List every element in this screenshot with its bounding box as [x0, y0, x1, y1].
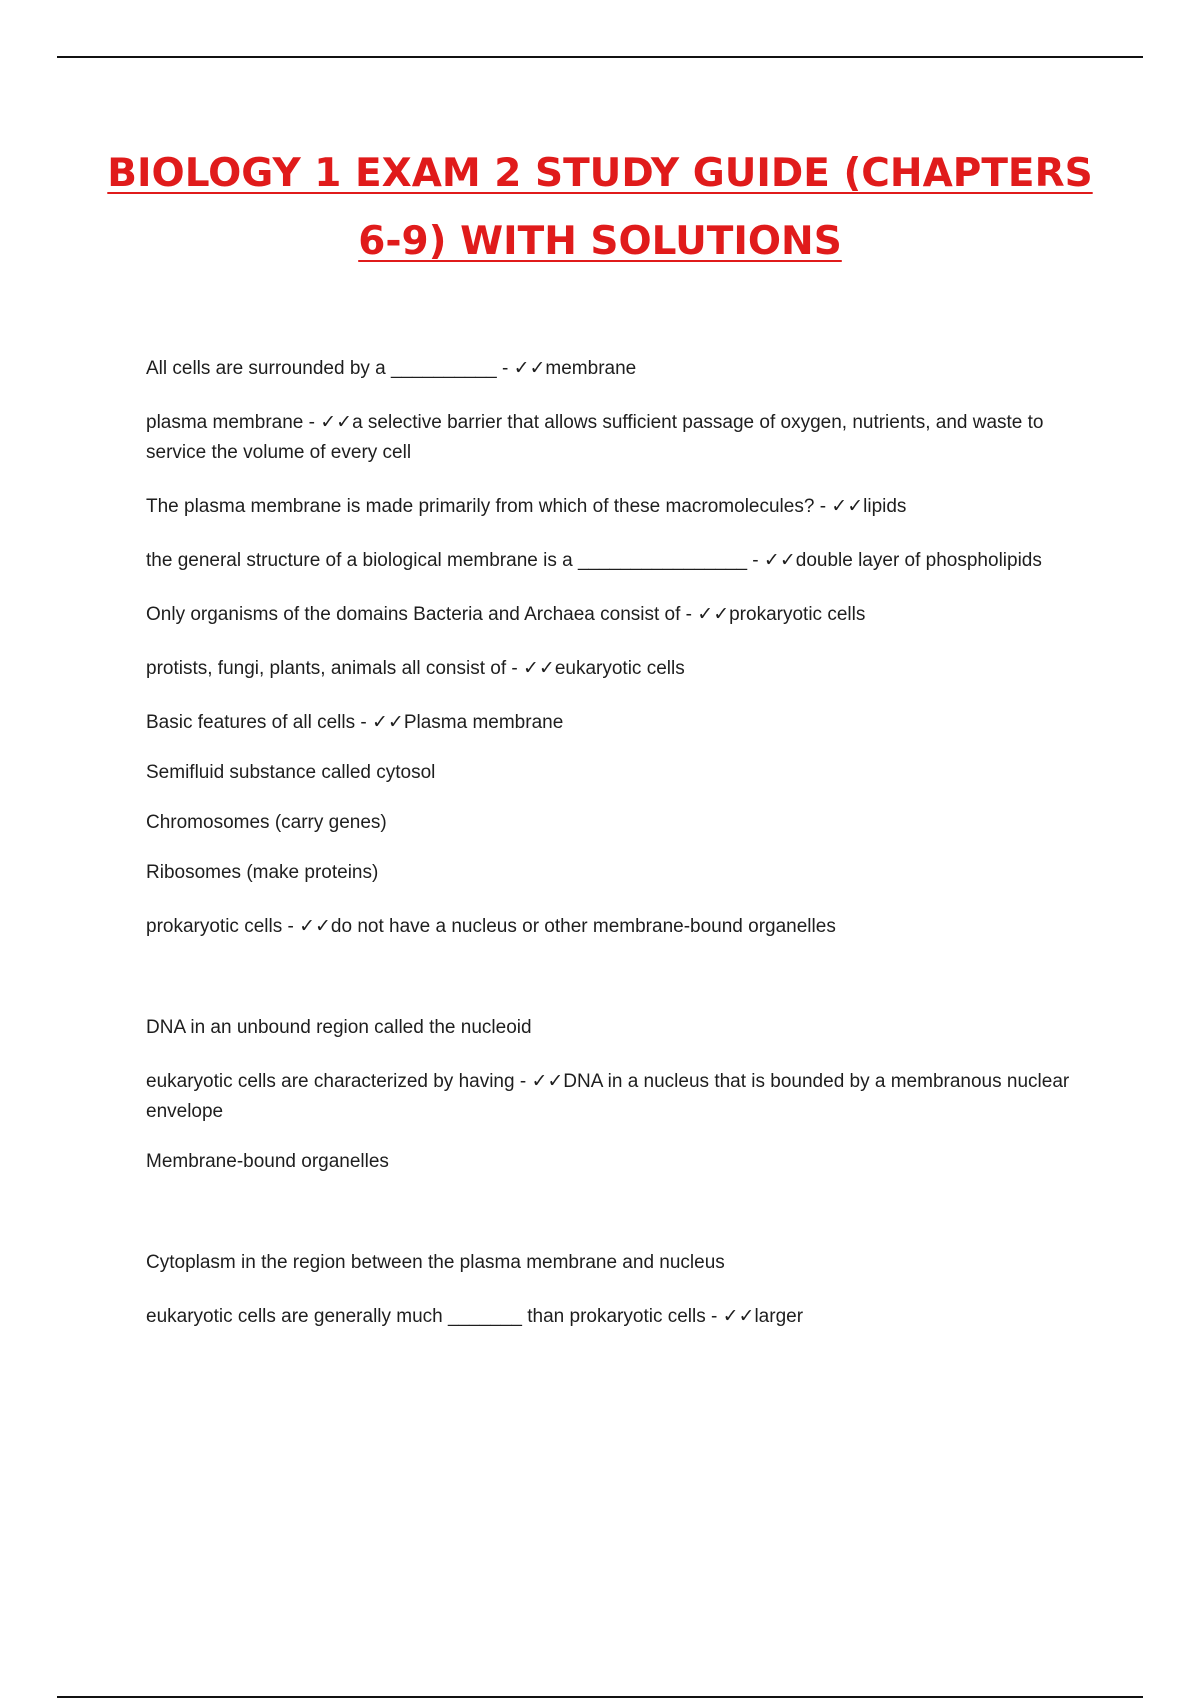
entry-14: Membrane-bound organelles [146, 1151, 389, 1172]
entry-15: Cytoplasm in the region between the plasma membrane and nucleus [146, 1252, 725, 1273]
study-guide-entries [146, 354, 1092, 1356]
entry-7: Basic features of all cells - ✓✓Plasma membrane [146, 712, 564, 733]
entry-2: plasma membrane - ✓✓a selective barrier that allows sufficient passage of oxygen, nutrients, and waste to service the volume of every cell [146, 412, 1044, 463]
document-title [100, 140, 1100, 276]
entry-11: prokaryotic cells - ✓✓do not have a nucleus or other membrane-bound organelles [146, 916, 836, 937]
top-rule [57, 56, 1143, 58]
entry-10: Ribosomes (make proteins) [146, 862, 379, 883]
entry-16: eukaryotic cells are generally much _______ than prokaryotic cells - ✓✓larger [146, 1306, 804, 1327]
entry-13: eukaryotic cells are characterized by having - ✓✓DNA in a nucleus that is bounded by a membranous nuclear envelope [146, 1071, 1070, 1122]
entry-5: Only organisms of the domains Bacteria and Archaea consist of - ✓✓prokaryotic cells [146, 604, 866, 625]
title-line-2: 6-9) WITH SOLUTIONS [358, 219, 842, 264]
title-line-1: BIOLOGY 1 EXAM 2 STUDY GUIDE (CHAPTERS [107, 151, 1093, 196]
entry-6: protists, fungi, plants, animals all consist of - ✓✓eukaryotic cells [146, 658, 685, 679]
bottom-rule [57, 1696, 1143, 1698]
entry-4: the general structure of a biological membrane is a ________________ - ✓✓double layer of phospholipids [146, 550, 1042, 571]
entry-3: The plasma membrane is made primarily from which of these macromolecules? - ✓✓lipids [146, 496, 907, 517]
entry-8: Semifluid substance called cytosol [146, 762, 436, 783]
entry-12: DNA in an unbound region called the nucleoid [146, 1017, 532, 1038]
entry-9: Chromosomes (carry genes) [146, 812, 387, 833]
entry-1: All cells are surrounded by a __________ - ✓✓membrane [146, 358, 637, 379]
